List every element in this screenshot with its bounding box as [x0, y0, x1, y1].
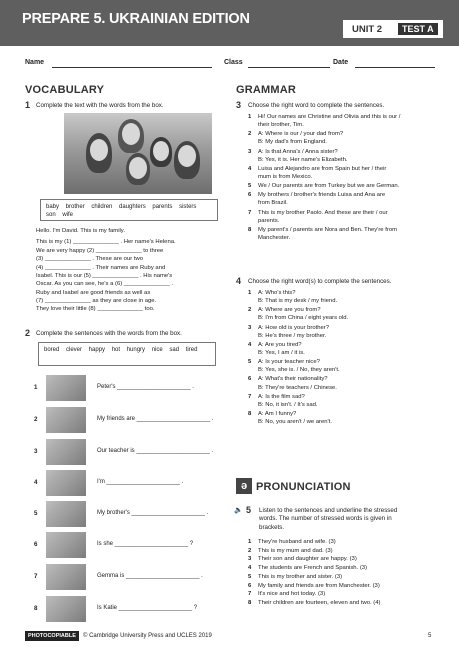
question-4-number: 4	[236, 276, 242, 286]
question-2-instruction: Complete the sentences with the words from the box.	[36, 330, 182, 337]
question-1-instruction: Complete the text with the words from the box.	[36, 102, 164, 109]
item-sentence[interactable]: I'm ______________________ .	[97, 479, 184, 485]
q5-item[interactable]: 8 Their children are fourteen, eleven and two. (4)	[248, 600, 381, 607]
q4-item[interactable]: 3 A: How old is your brother? B: He's three / my brother.	[248, 324, 330, 339]
item-sentence[interactable]: Our teacher is ______________________ .	[97, 448, 214, 454]
question-4-instruction: Choose the right word(s) to complete the sentences.	[248, 278, 392, 285]
name-line	[52, 67, 212, 68]
date-label: Date	[333, 59, 349, 66]
unit-label: UNIT 2	[352, 24, 383, 35]
item-number: 7	[34, 573, 38, 580]
vocabulary-heading: VOCABULARY	[25, 84, 105, 96]
instruction-line: brackets.	[259, 523, 285, 531]
class-line	[248, 67, 330, 68]
question-3-number: 3	[236, 100, 242, 110]
item-sentence[interactable]: Gemma is ______________________ .	[97, 573, 203, 579]
class-field[interactable]	[224, 59, 334, 69]
audio-speaker-icon[interactable]: 🔈	[234, 507, 243, 514]
class-label: Class	[224, 59, 243, 66]
word-box-2: bored clever happy hot hungry nice sad tired	[38, 342, 216, 366]
q4-item[interactable]: 2 A: Where are you from? B: I'm from China / eight years old.	[248, 307, 349, 322]
copyright-text: © Cambridge University Press and UCLES 2019	[83, 633, 212, 639]
q1-line[interactable]: This is my (1) ______________ . Her name's Helena.	[36, 239, 176, 246]
question-3-list	[248, 113, 448, 242]
q4-item[interactable]: 5 A: Is your teacher nice? B: Yes, she is. / No, they aren't.	[248, 359, 340, 374]
q3-item[interactable]: 2 A: Where is our / your dad from? B: My dad's from England.	[248, 131, 344, 146]
q1-line: Hello. I'm David. This is my family.	[36, 228, 125, 234]
q4-item[interactable]: 6 A: What's their nationality? B: They're teachers / Chinese.	[248, 376, 337, 391]
q5-item[interactable]: 2 This is my mum and dad. (3)	[248, 547, 333, 554]
q4-item[interactable]: 7 A: Is the film sad? B: No, it isn't. / It's sad.	[248, 393, 318, 408]
instruction-line: words. The number of stressed words is given in	[259, 515, 392, 523]
date-field[interactable]	[333, 59, 438, 69]
q1-line[interactable]: They love their little (8) ______________ too.	[36, 306, 155, 313]
page-title: PREPARE 5. UKRAINIAN EDITION	[22, 11, 250, 27]
q3-item[interactable]: 1 Hi! Our names are Christine and Olivia and this is our / their brother, Tim.	[248, 114, 401, 129]
schwa-icon: ə	[236, 478, 252, 494]
item-number: 1	[34, 384, 38, 391]
picture-thumbnail	[46, 501, 86, 527]
q4-item[interactable]: 4 A: Are you tired? B: Yes, I am / it is.	[248, 341, 305, 356]
q1-line[interactable]: Isabel. This is our (5) ______________ . His name's	[36, 272, 173, 279]
grammar-heading: GRAMMAR	[236, 84, 297, 96]
photocopiable-badge: PHOTOCOPIABLE	[25, 631, 79, 641]
question-1-number: 1	[25, 100, 31, 110]
q1-line[interactable]: We are very happy (2) ______________ to three	[36, 247, 164, 254]
q3-item[interactable]: 5 We / Our parents are from Turkey but we are German.	[248, 183, 400, 190]
picture-thumbnail	[46, 375, 86, 401]
q2-item[interactable]	[34, 375, 234, 401]
item-number: 5	[34, 510, 38, 517]
q3-item[interactable]: 3 A: Is that Anna's / Anna sister? B: Yes, it is. Her name's Elizabeth.	[248, 148, 348, 163]
picture-thumbnail	[46, 596, 86, 622]
question-1-text	[36, 227, 221, 314]
question-5-number: 5	[246, 505, 252, 515]
picture-thumbnail	[46, 532, 86, 558]
item-sentence[interactable]: Peter's ______________________ .	[97, 384, 194, 390]
q2-item[interactable]	[34, 532, 234, 558]
name-label: Name	[25, 59, 45, 66]
item-sentence[interactable]: Is Katie ______________________ ?	[97, 605, 198, 611]
q5-item[interactable]: 5 This is my brother and sister. (3)	[248, 573, 343, 580]
item-sentence[interactable]: My friends are ______________________ .	[97, 416, 214, 422]
question-2-number: 2	[25, 328, 31, 338]
q1-line[interactable]: (7) ______________ as they are close in age.	[36, 298, 157, 304]
picture-thumbnail	[46, 439, 86, 465]
question-5-list	[248, 538, 448, 608]
name-field[interactable]	[25, 59, 215, 69]
item-number: 3	[34, 448, 38, 455]
page-header	[0, 0, 459, 46]
test-badge: TEST A	[398, 23, 438, 35]
item-number: 2	[34, 416, 38, 423]
q2-item[interactable]	[34, 501, 234, 527]
item-number: 8	[34, 605, 38, 612]
picture-thumbnail	[46, 407, 86, 433]
q1-line[interactable]: (3) ______________ . These are our two	[36, 256, 143, 263]
word-box-1: baby brother children daughters parents sisters son wife	[40, 199, 218, 221]
instruction-line: Listen to the sentences and underline the stressed	[259, 507, 398, 514]
item-number: 4	[34, 479, 38, 486]
q4-item[interactable]: 1 A: Who's this? B: That is my desk / my friend.	[248, 290, 338, 305]
q5-item[interactable]: 1 They're husband and wife. (3)	[248, 539, 336, 545]
page-number: 5	[428, 633, 432, 639]
picture-thumbnail	[46, 564, 86, 590]
q1-line: Ruby and Isabel are good friends as well as	[36, 289, 151, 296]
q2-item[interactable]	[34, 407, 234, 433]
q3-item[interactable]: 4 Luisa and Alejandro are from Spain but her / their mum is from Mexico.	[248, 165, 387, 180]
q1-line[interactable]: (4) ______________ . Their names are Ruby and	[36, 264, 166, 271]
q5-item[interactable]: 4 The students are French and Spanish. (3)	[248, 565, 368, 572]
q2-item[interactable]	[34, 470, 234, 496]
q3-item[interactable]: 6 My brothers / brother's friends Luisa and Ana are from Brazil.	[248, 192, 386, 207]
question-3-instruction: Choose the right word to complete the sentences.	[248, 102, 385, 109]
q2-item[interactable]	[34, 439, 234, 465]
item-number: 6	[34, 541, 38, 548]
q4-item[interactable]: 8 A: Am I funny? B: No, you aren't / we aren't.	[248, 410, 332, 426]
q5-item[interactable]: 6 My family and friends are from Manchester. (3)	[248, 582, 380, 589]
picture-thumbnail	[46, 470, 86, 496]
family-photo	[64, 113, 212, 194]
q2-item[interactable]	[34, 596, 234, 622]
item-sentence[interactable]: My brother's ______________________ .	[97, 510, 209, 516]
q5-item[interactable]: 3 Their son and daughter are happy. (3)	[248, 556, 357, 563]
q3-item[interactable]: 8 My parent's / parents are Nora and Ben. They're from Manchester.	[248, 226, 397, 241]
q5-item[interactable]: 7 It's nice and hot today. (3)	[248, 591, 326, 598]
item-sentence[interactable]: Is she ______________________ ?	[97, 541, 194, 547]
q3-item[interactable]: 7 This is my brother Paolo. And these are their / our parents.	[248, 209, 388, 224]
q1-line[interactable]: Oscar. As you can see, he's a (6) ______________ .	[36, 281, 174, 288]
q2-item[interactable]	[34, 564, 234, 590]
question-4-list	[248, 289, 448, 426]
pronunciation-heading: PRONUNCIATION	[256, 481, 351, 493]
question-5-instruction	[259, 507, 397, 532]
unit-test-label	[343, 20, 443, 38]
date-line	[355, 67, 435, 68]
